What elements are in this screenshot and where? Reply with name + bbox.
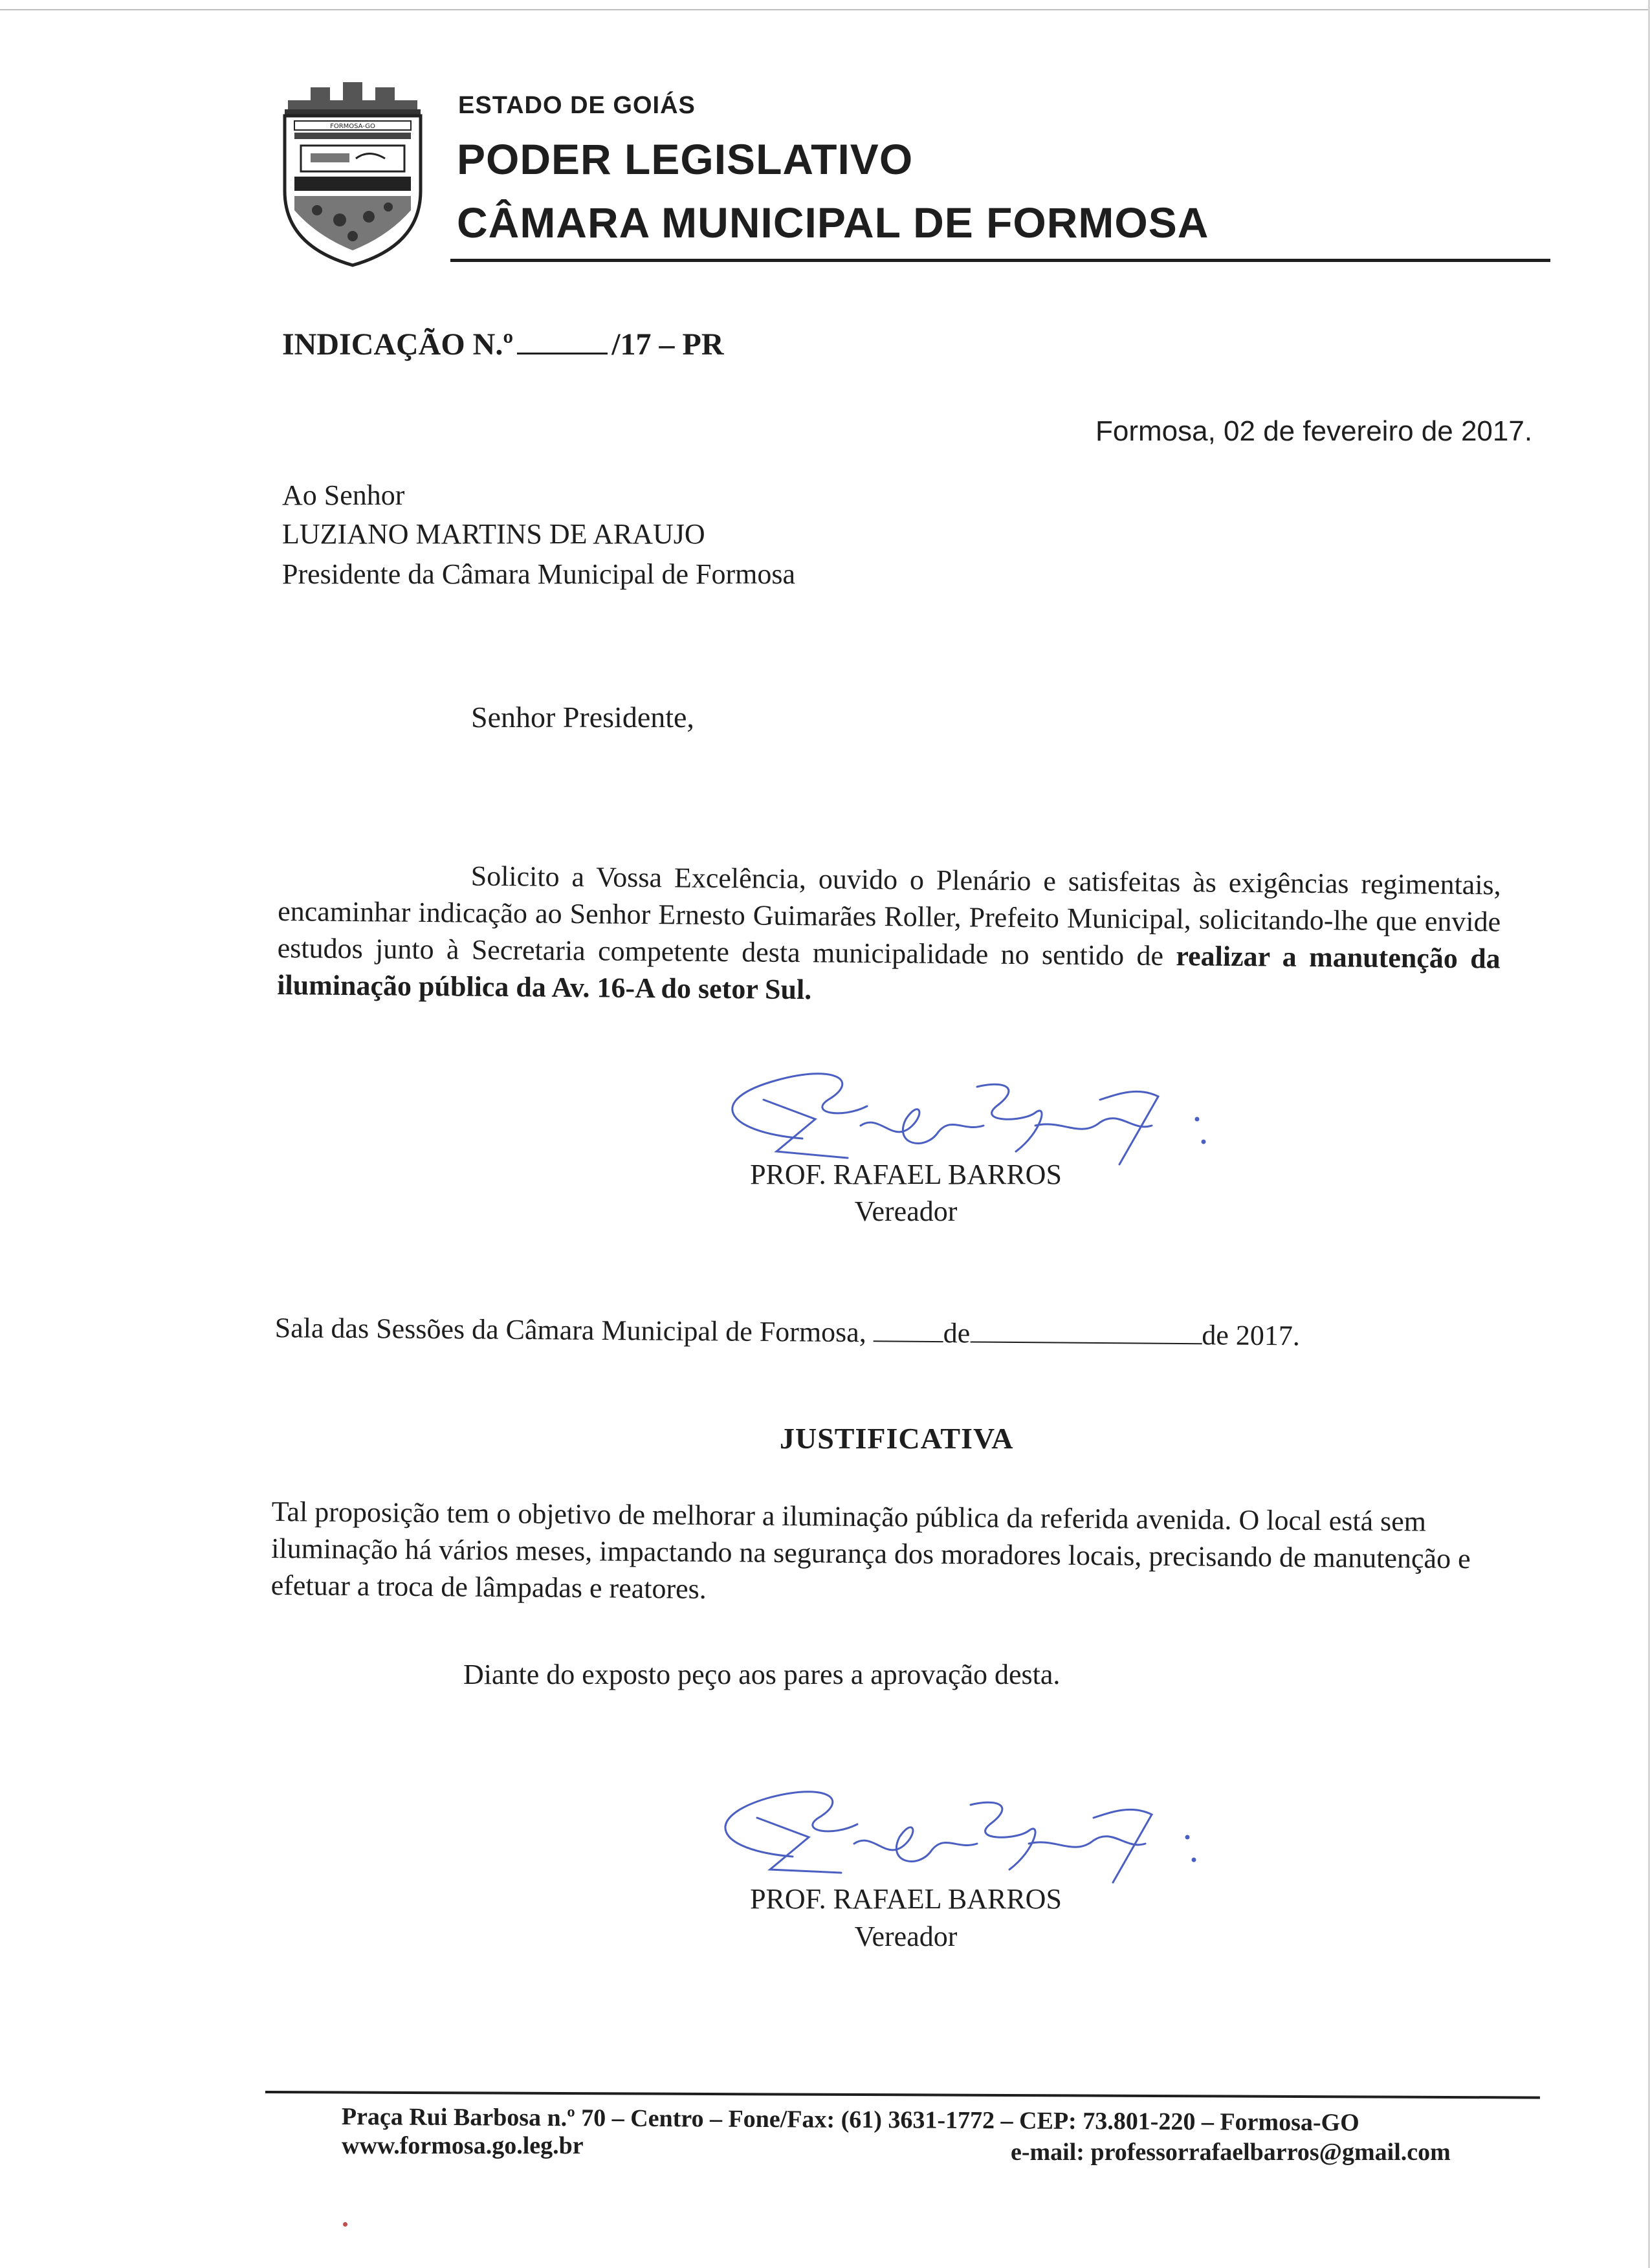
request-highlight: realizar a manutenção da iluminação pública da Av. 16-A do setor Sul. bbox=[277, 940, 1501, 1006]
coat-of-arms-icon bbox=[272, 81, 434, 268]
greeting: Senhor Presidente, bbox=[471, 701, 694, 734]
indicacao-prefix: INDICAÇÃO N.º bbox=[282, 327, 514, 362]
session-day-blank bbox=[874, 1320, 943, 1342]
signature-image bbox=[696, 1776, 1278, 1892]
header-chamber: CÂMARA MUNICIPAL DE FORMOSA bbox=[457, 199, 1209, 246]
footer-website: www.formosa.go.leg.br bbox=[342, 2132, 584, 2159]
session-suffix: de 2017. bbox=[1202, 1319, 1301, 1352]
justification-paragraph bbox=[271, 1493, 1534, 1615]
recipient-salutation: Ao Senhor bbox=[282, 479, 405, 511]
indicacao-number bbox=[282, 327, 724, 362]
session-line bbox=[275, 1311, 1300, 1352]
signer-role: Vereador bbox=[854, 1921, 958, 1952]
signer-role: Vereador bbox=[854, 1195, 958, 1227]
footer-email: e-mail: professorrafaelbarros@gmail.com bbox=[1011, 2139, 1451, 2166]
justification-heading: JUSTIFICATIVA bbox=[780, 1422, 1014, 1455]
header-state: ESTADO DE GOIÁS bbox=[458, 92, 696, 119]
scan-speck bbox=[343, 2222, 347, 2227]
footer-divider bbox=[265, 2091, 1540, 2099]
recipient-name: LUZIANO MARTINS DE ARAUJO bbox=[282, 518, 705, 550]
scan-top-edge bbox=[0, 9, 1650, 10]
justification-text: Tal proposição tem o objetivo de melhorar a iluminação pública da referida avenida. O local está sem iluminação há vários meses, impactando na segurança dos moradores locais, precisando de manutenção e efetuar a troca de lâmpadas e reatores. bbox=[270, 1495, 1471, 1605]
request-text: Solicito a Vossa Excelência, ouvido o Plenário e satisfeitas às exigências regimentais, encaminhar indicação ao Senhor Ernesto Guimarães Roller, Prefeito Municipal, solicitando-lhe que envide estudos junto à Secretaria competente desta municipalidade no sentido de bbox=[277, 860, 1501, 972]
footer-address: Praça Rui Barbosa n.º 70 – Centro – Fone/Fax: (61) 3631-1772 – CEP: 73.801-220 – Formosa-GO bbox=[341, 2103, 1359, 2137]
signer-name: PROF. RAFAEL BARROS bbox=[750, 1883, 1062, 1915]
indicacao-suffix: /17 – PR bbox=[611, 327, 724, 362]
conclusion: Diante do exposto peço aos pares a aprovação desta. bbox=[463, 1659, 1061, 1690]
header-branch: PODER LEGISLATIVO bbox=[457, 135, 914, 183]
session-mid: de bbox=[943, 1317, 971, 1349]
document-date: Formosa, 02 de fevereiro de 2017. bbox=[1095, 415, 1533, 447]
session-prefix: Sala das Sessões da Câmara Municipal de Formosa, bbox=[274, 1312, 874, 1349]
svg-text:FORMOSA-GO: FORMOSA-GO bbox=[330, 123, 375, 130]
session-month-blank bbox=[970, 1320, 1202, 1344]
signer-name: PROF. RAFAEL BARROS bbox=[750, 1159, 1062, 1190]
recipient-title: Presidente da Câmara Municipal de Formosa bbox=[282, 558, 796, 590]
header-divider bbox=[450, 259, 1550, 262]
request-paragraph bbox=[277, 856, 1501, 1014]
indicacao-number-blank bbox=[517, 331, 608, 354]
